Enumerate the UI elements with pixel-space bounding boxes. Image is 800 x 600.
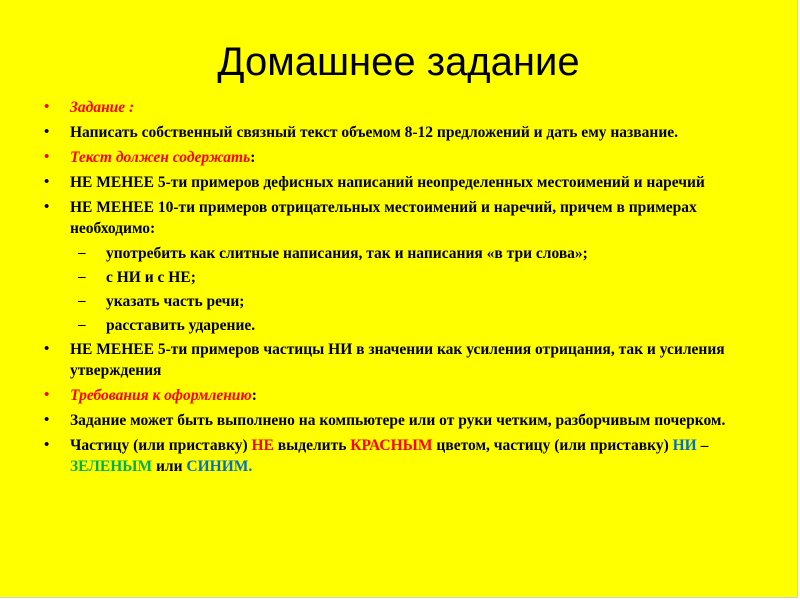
requirement-label: Текст должен содержать (70, 149, 251, 166)
bullet-icon: • (44, 341, 50, 357)
bullet-icon: • (44, 124, 50, 140)
slide-title: Домашнее задание (217, 40, 580, 84)
format-text: Задание может быть выполнено на компьютере или от руки четким, разборчивым почерком. (70, 412, 726, 429)
list-item-particle-ni (44, 339, 764, 381)
list-item-format-label (44, 385, 764, 406)
item-text: НЕ МЕНЕЕ 5-ти примеров дефисных написаний неопределенных местоимений и наречий (70, 174, 705, 191)
bullet-icon: • (44, 174, 50, 190)
sub-item-text: с НИ и с НЕ; (106, 269, 196, 286)
ni-blue-text: НИ (672, 437, 697, 454)
bullet-list (44, 97, 764, 481)
dash-icon: – (78, 245, 86, 261)
text-part: – (696, 437, 709, 454)
item-text: НЕ МЕНЕЕ 10-ти примеров отрицательных местоимений и наречий, причем в примерах необходимо: (70, 199, 697, 237)
text-part: цветом, частицу (или приставку) (432, 437, 673, 454)
sub-item-text: указать часть речи; (106, 293, 245, 310)
requirement-colon: : (250, 149, 256, 166)
sub-item-ni-ne (44, 267, 764, 288)
text-part: или (152, 458, 187, 475)
sub-item-part-of-speech (44, 291, 764, 312)
sub-item-spelling (44, 243, 764, 264)
sinim-blue-text: СИНИМ. (186, 458, 253, 475)
dash-icon: – (78, 293, 86, 309)
format-colon: : (251, 387, 257, 404)
bullet-icon: • (44, 99, 50, 115)
bullet-icon: • (44, 437, 50, 453)
sub-item-stress (44, 315, 764, 336)
list-item-task-text (44, 122, 764, 143)
krasnym-red-text: КРАСНЫМ (350, 437, 433, 454)
text-part: выделить (273, 437, 351, 454)
list-item-negative-examples (44, 197, 764, 239)
task-label: Задание : (70, 99, 135, 116)
format-label: Требования к оформлению (70, 387, 252, 404)
list-item-color-instructions (44, 435, 764, 477)
text-part: Частицу (или приставку) (70, 437, 252, 454)
item-text: НЕ МЕНЕЕ 5-ти примеров частицы НИ в значении как усиления отрицания, так и усиления утверждения (70, 341, 725, 379)
sub-item-text: расставить ударение. (106, 317, 256, 334)
zelenym-green-text: ЗЕЛЕНЫМ (70, 458, 153, 475)
bullet-icon: • (44, 149, 50, 165)
list-item-format-text (44, 410, 764, 431)
bullet-icon: • (44, 387, 50, 403)
list-item-requirement-label (44, 147, 764, 168)
list-item-hyphen-examples (44, 172, 764, 193)
bullet-icon: • (44, 199, 50, 215)
task-text: Написать собственный связный текст объемом 8-12 предложений и дать ему название. (70, 124, 679, 141)
bullet-icon: • (44, 412, 50, 428)
ne-red-text: НЕ (251, 437, 274, 454)
dash-icon: – (78, 269, 86, 285)
dash-icon: – (78, 317, 86, 333)
sub-item-text: употребить как слитные написания, так и написания «в три слова»; (106, 245, 588, 262)
list-item-task-label (44, 97, 764, 118)
